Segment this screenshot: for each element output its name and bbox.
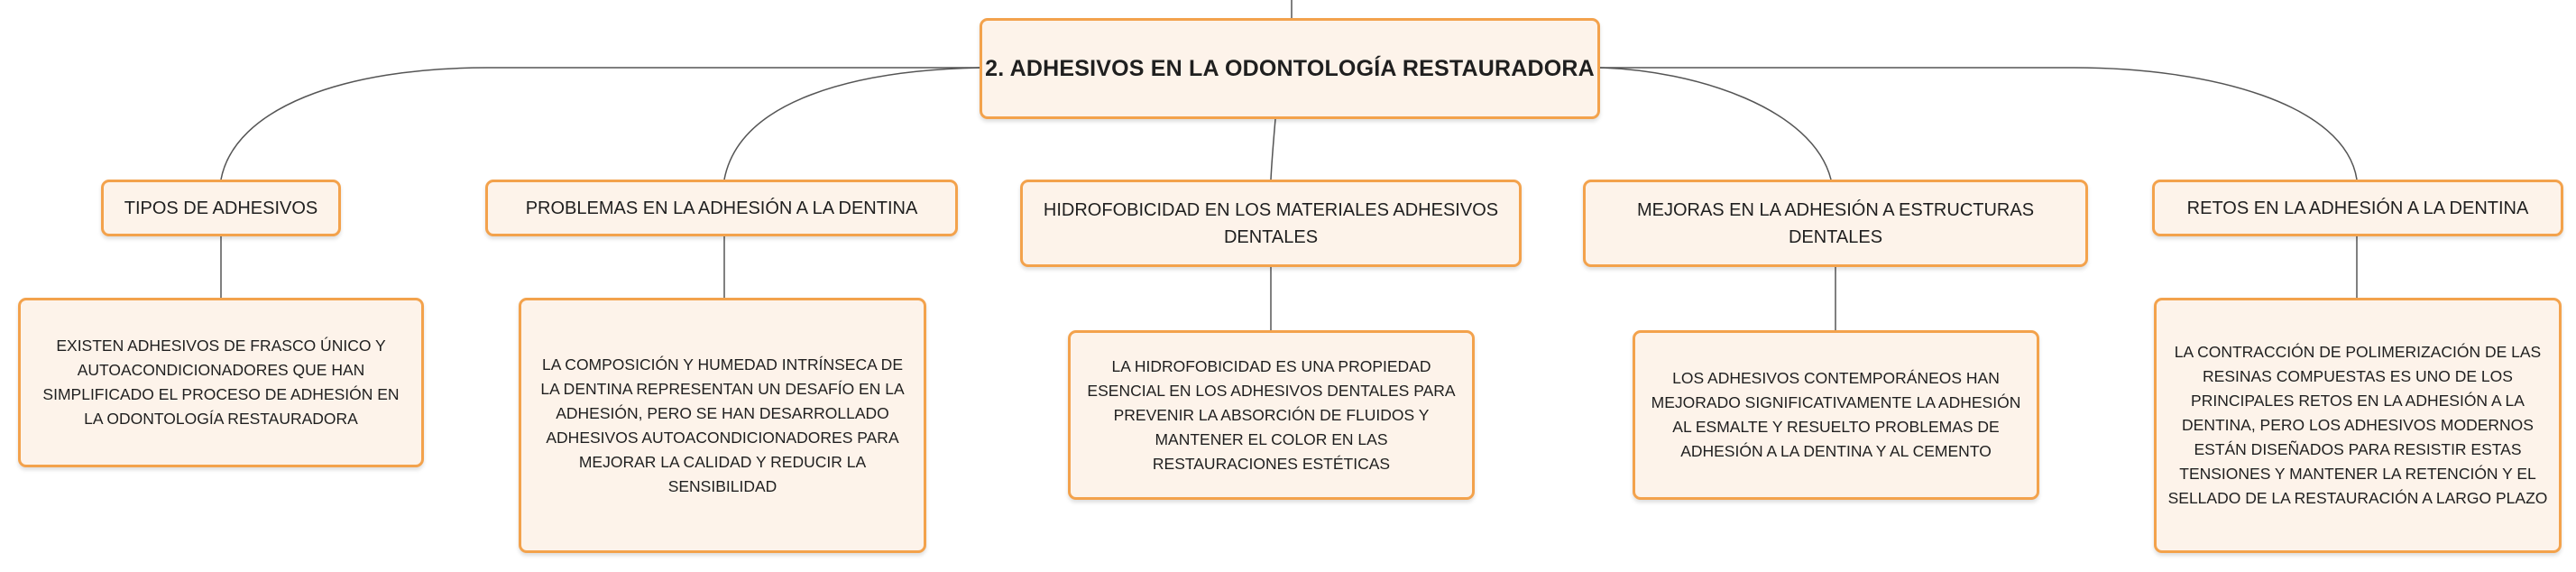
branch-topic-hidrofobicidad[interactable]	[1020, 180, 1522, 267]
branch-topic-mejoras-adhesion[interactable]	[1583, 180, 2088, 267]
branch-title: RETOS EN LA ADHESIÓN A LA DENTINA	[2186, 198, 2529, 218]
detail-node-retos-adhesion-dentina[interactable]	[2154, 298, 2562, 553]
detail-text: EXISTEN ADHESIVOS DE FRASCO ÚNICO Y AUTOACONDICIONADORES QUE HAN SIMPLIFICADO EL PROCESO DE ADHESIÓN EN LA ODONTOLOGÍA RESTAURADORA	[42, 337, 400, 428]
connector-root-branch-3	[1271, 119, 1275, 180]
detail-text: LA CONTRACCIÓN DE POLIMERIZACIÓN DE LAS RESINAS COMPUESTAS ES UNO DE LOS PRINCIPALES RETOS EN LA ADHESIÓN A LA DENTINA, PERO LOS ADHESIVOS MODERNOS ESTÁN DISEÑADOS PARA RESISTIR ESTAS TENSIONES Y MANTENER LA RETENCIÓN Y EL SELLADO DE LA RESTAURACIÓN A LARGO PLAZO	[2167, 343, 2548, 507]
connector-root-branch-4	[1600, 68, 1831, 180]
connector-root-branch-5	[1600, 68, 2357, 180]
branch-title: PROBLEMAS EN LA ADHESIÓN A LA DENTINA	[525, 198, 918, 218]
detail-node-mejoras-adhesion[interactable]	[1633, 330, 2039, 500]
detail-node-problemas-adhesion-dentina[interactable]	[519, 298, 926, 553]
branch-title: TIPOS DE ADHESIVOS	[124, 198, 318, 218]
detail-text: LA HIDROFOBICIDAD ES UNA PROPIEDAD ESENCIAL EN LOS ADHESIVOS DENTALES PARA PREVENIR LA ABSORCIÓN DE FLUIDOS Y MANTENER EL COLOR EN LAS RESTAURACIONES ESTÉTICAS	[1087, 356, 1456, 473]
root-title: 2. ADHESIVOS EN LA ODONTOLOGÍA RESTAURADORA	[985, 55, 1595, 81]
detail-text: LA COMPOSICIÓN Y HUMEDAD INTRÍNSECA DE LA DENTINA REPRESENTAN UN DESAFÍO EN LA ADHESIÓN, PERO SE HAN DESARROLLADO ADHESIVOS AUTOACONDICIONADORES PARA MEJORAR LA CALIDAD Y REDUCIR LA SENSIBILIDAD	[540, 355, 905, 495]
branch-title: MEJORAS EN LA ADHESIÓN A ESTRUCTURAS DENTALES	[1636, 199, 2035, 247]
connector-root-branch-2	[724, 68, 980, 180]
branch-topic-tipos-de-adhesivos[interactable]	[101, 180, 341, 236]
root-topic[interactable]	[980, 18, 1600, 119]
detail-node-hidrofobicidad[interactable]	[1068, 330, 1475, 500]
detail-node-tipos-de-adhesivos[interactable]	[18, 298, 424, 467]
connector-root-branch-1	[221, 68, 980, 180]
detail-text: LOS ADHESIVOS CONTEMPORÁNEOS HAN MEJORADO SIGNIFICATIVAMENTE LA ADHESIÓN AL ESMALTE Y RESUELTO PROBLEMAS DE ADHESIÓN A LA DENTINA Y AL CEMENTO	[1651, 369, 2021, 460]
branch-topic-retos-adhesion-dentina[interactable]	[2152, 180, 2563, 236]
branch-title: HIDROFOBICIDAD EN LOS MATERIALES ADHESIVOS DENTALES	[1043, 199, 1499, 247]
branch-topic-problemas-adhesion-dentina[interactable]	[485, 180, 958, 236]
